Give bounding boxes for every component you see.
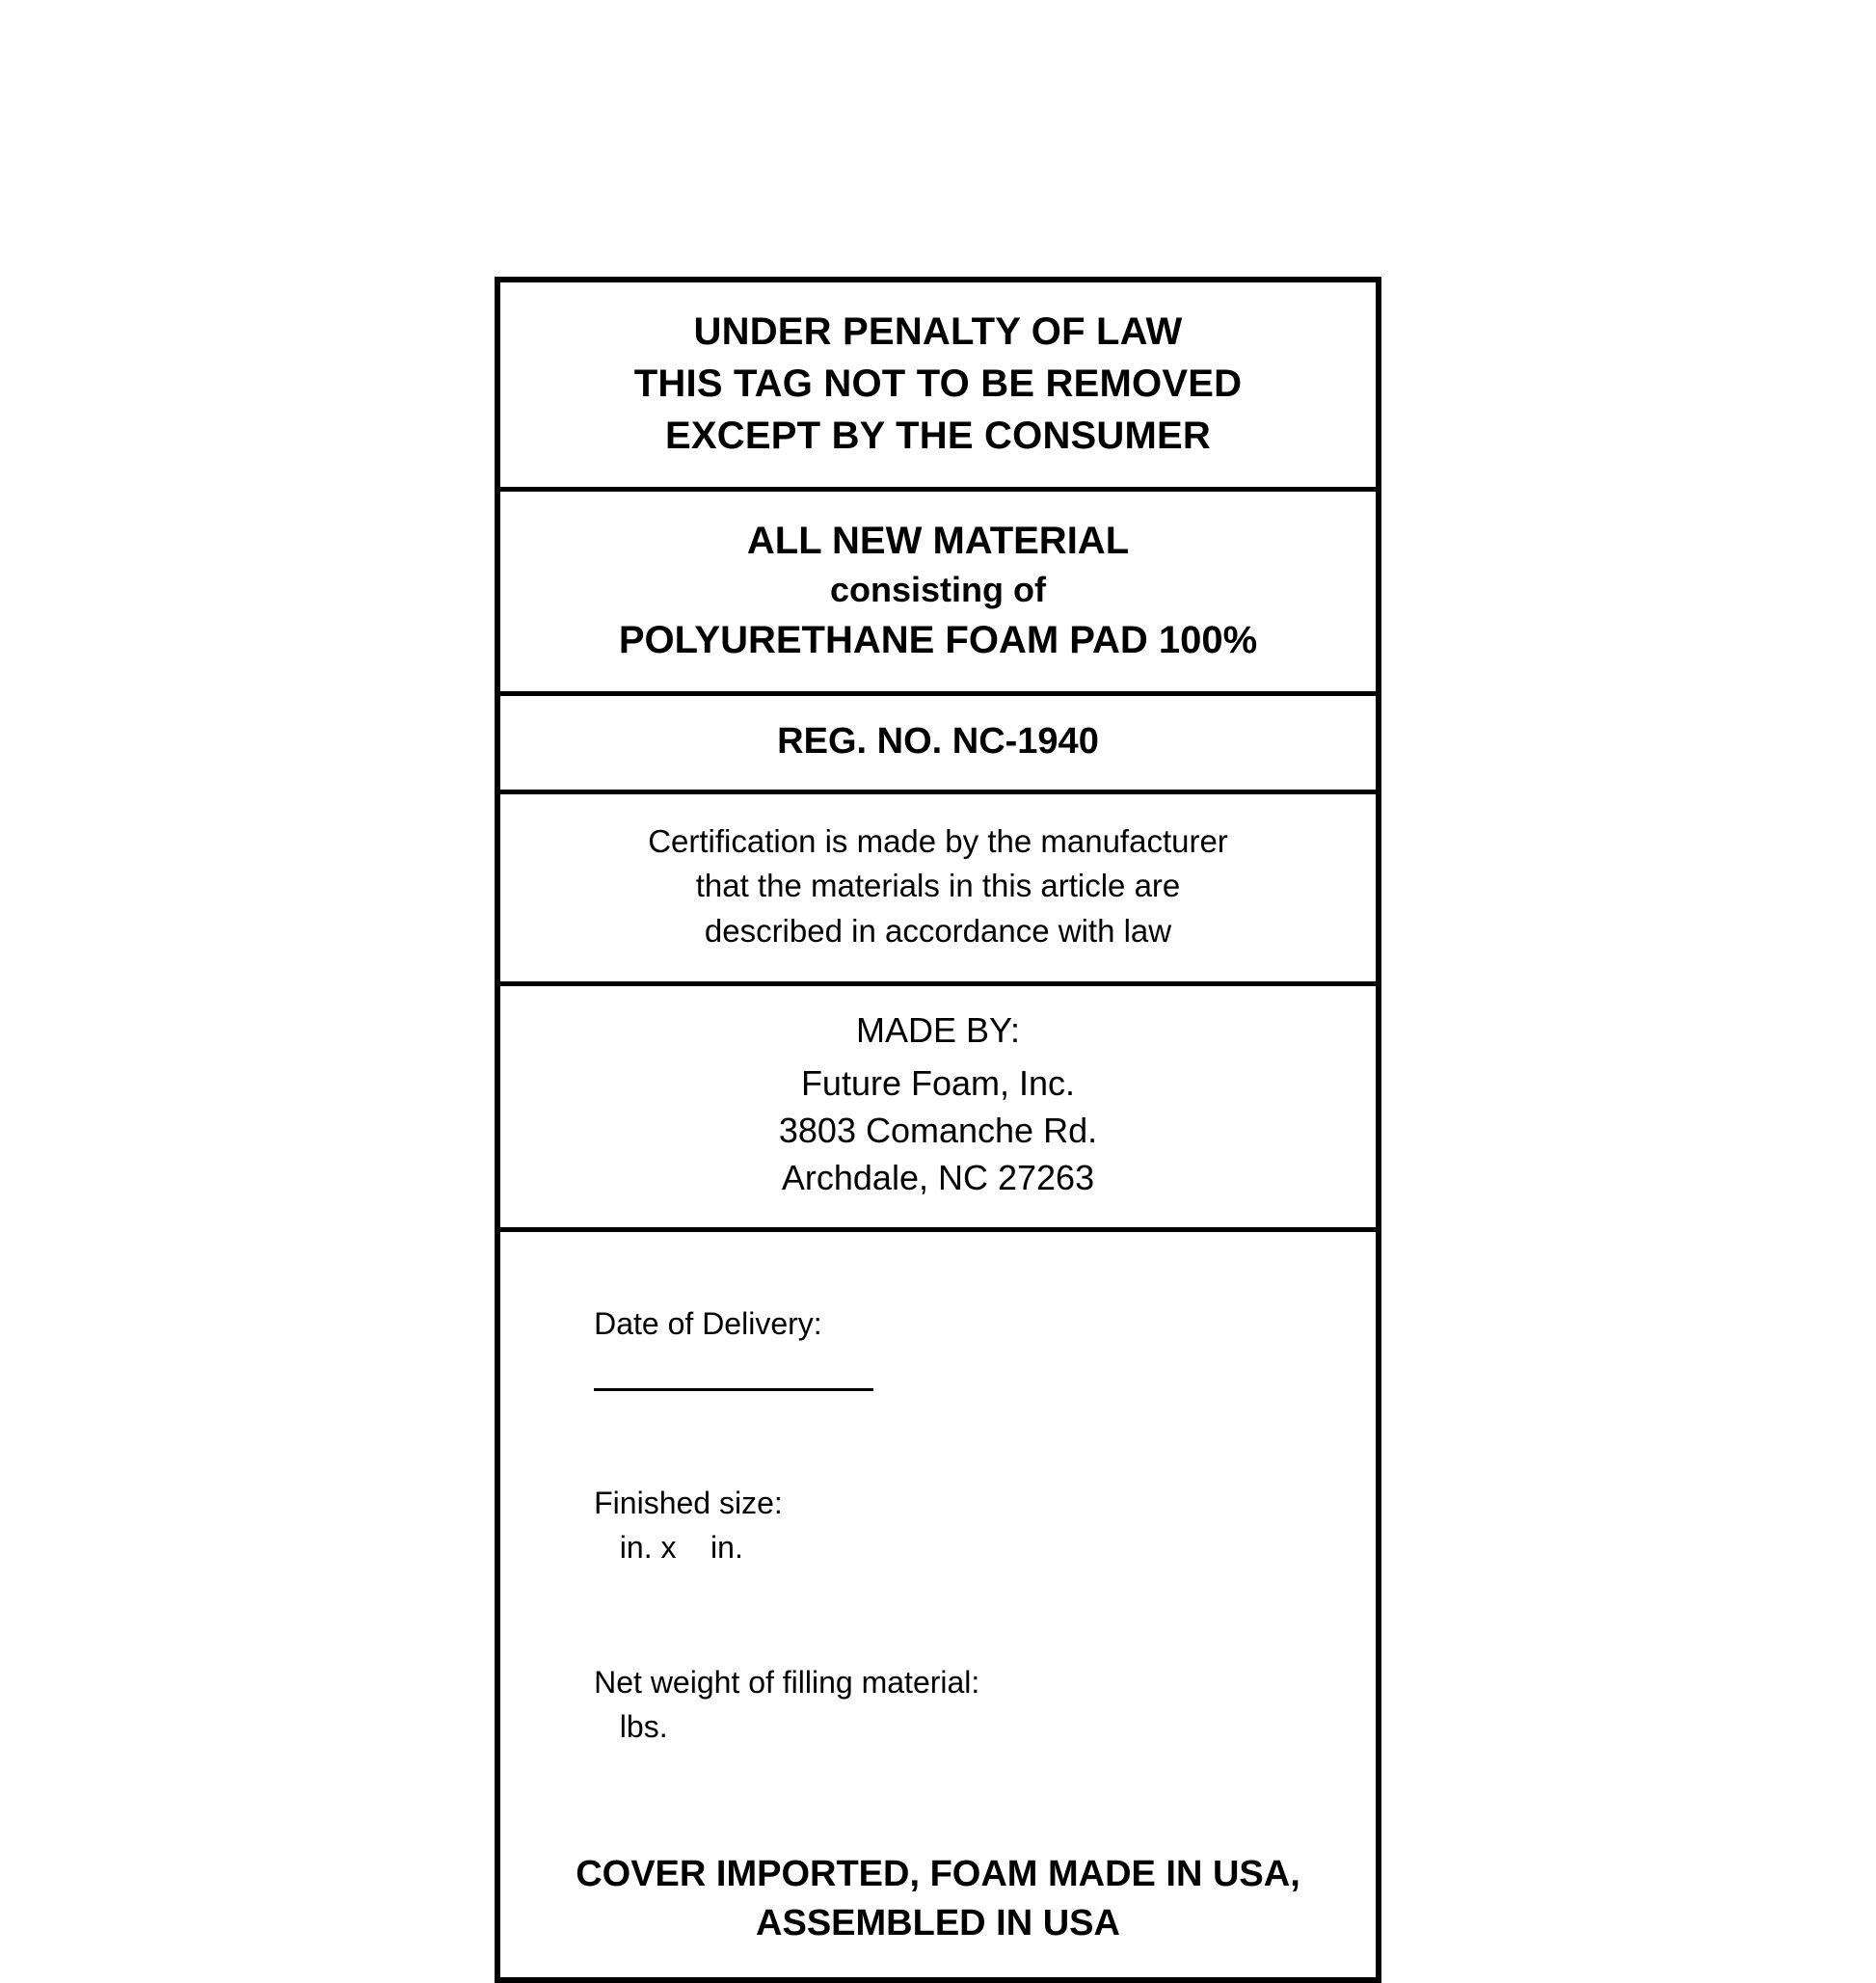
delivery-details-section bbox=[500, 1232, 1376, 1977]
net-weight-label: Net weight of filling material: bbox=[594, 1664, 980, 1700]
certification-section bbox=[500, 794, 1376, 987]
date-of-delivery-input[interactable] bbox=[594, 1359, 873, 1391]
certification-line-3: described in accordance with law bbox=[704, 913, 1172, 950]
certification-line-2: that the materials in this article are bbox=[695, 868, 1181, 904]
penalty-line-2: THIS TAG NOT TO BE REMOVED bbox=[633, 362, 1243, 405]
material-heading: ALL NEW MATERIAL bbox=[746, 520, 1130, 562]
material-consisting-of: consisting of bbox=[830, 570, 1046, 609]
manufacturer-section bbox=[500, 986, 1376, 1232]
date-of-delivery-label: Date of Delivery: bbox=[594, 1306, 822, 1342]
origin-statement bbox=[525, 1850, 1351, 1949]
certification-line-1: Certification is made by the manufacturer bbox=[648, 822, 1228, 859]
registration-number-section bbox=[500, 696, 1376, 794]
law-label-tag bbox=[495, 277, 1381, 1983]
origin-line-2: ASSEMBLED IN USA bbox=[756, 1902, 1120, 1943]
penalty-line-1: UNDER PENALTY OF LAW bbox=[693, 310, 1183, 353]
penalty-line-3: EXCEPT BY THE CONSUMER bbox=[665, 415, 1211, 457]
penalty-notice-section bbox=[500, 282, 1376, 492]
manufacturer-name: Future Foam, Inc. bbox=[800, 1063, 1076, 1104]
finished-size-value[interactable]: in. x in. bbox=[594, 1530, 743, 1566]
material-content-section bbox=[500, 492, 1376, 696]
net-weight-row bbox=[525, 1615, 1351, 1794]
manufacturer-street: 3803 Comanche Rd. bbox=[778, 1111, 1098, 1151]
net-weight-value[interactable]: lbs. bbox=[594, 1708, 668, 1744]
origin-line-1: COVER IMPORTED, FOAM MADE IN USA, bbox=[576, 1853, 1300, 1894]
made-by-heading: MADE BY: bbox=[855, 1010, 1021, 1051]
registration-number: REG. NO. NC-1940 bbox=[777, 720, 1099, 762]
finished-size-row bbox=[525, 1436, 1351, 1616]
material-composition: POLYURETHANE FOAM PAD 100% bbox=[618, 618, 1258, 661]
finished-size-label: Finished size: bbox=[594, 1485, 783, 1520]
date-of-delivery-row bbox=[525, 1257, 1351, 1436]
manufacturer-city-state-zip: Archdale, NC 27263 bbox=[781, 1158, 1095, 1198]
